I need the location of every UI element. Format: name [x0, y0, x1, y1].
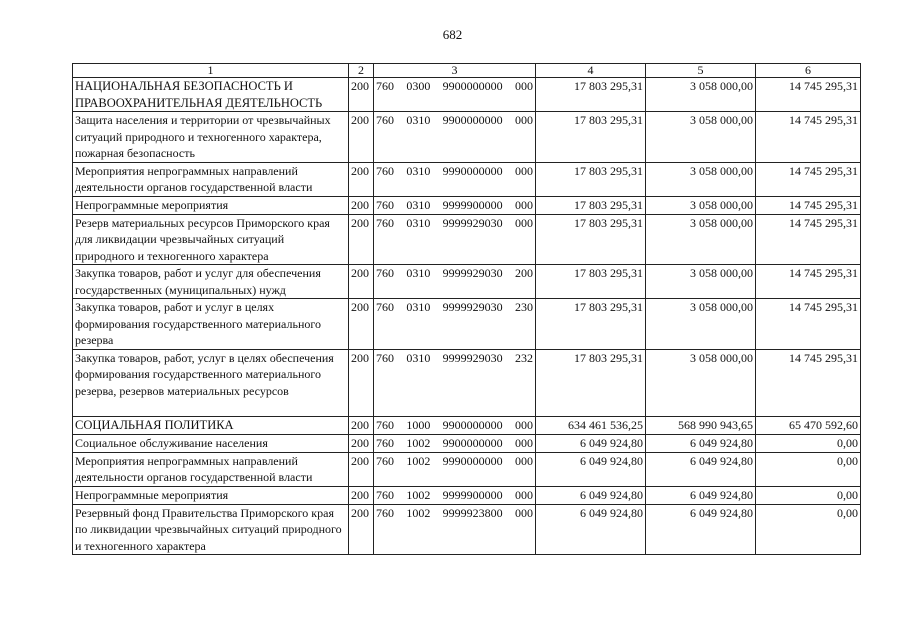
- row-value-v6-cell: 14 745 295,31: [756, 112, 861, 163]
- row-col2-cell: 200: [349, 214, 374, 265]
- row-code-cell: [374, 416, 536, 434]
- code-part-c: 9900000000: [442, 113, 503, 127]
- code-part-a: 760: [376, 266, 394, 280]
- row-value-v6-cell: 14 745 295,31: [756, 214, 861, 265]
- code-part-a: 760: [376, 487, 394, 502]
- row-code-cell: [374, 452, 536, 486]
- row-col2-cell: 200: [349, 196, 374, 214]
- table-row: [73, 214, 861, 265]
- row-value-v6-cell: 14 745 295,31: [756, 162, 861, 196]
- code-part-c: 9900000000: [442, 417, 503, 432]
- row-name-cell: Защита населения и территории от чрезвычайных ситуаций природного и техногенного характера, пожарная безопасность: [73, 112, 349, 163]
- row-value-v4-cell: 6 049 924,80: [536, 486, 646, 504]
- column-header: 4: [536, 64, 646, 78]
- row-col2-cell: 200: [349, 112, 374, 163]
- row-value-v6-cell: 14 745 295,31: [756, 265, 861, 299]
- table-row: [73, 196, 861, 214]
- code-part-b: 1002: [406, 435, 431, 450]
- code-part-d: 000: [514, 79, 533, 93]
- row-value-v5-cell: 3 058 000,00: [646, 112, 756, 163]
- column-header: 3: [374, 64, 536, 78]
- row-col2-cell: 200: [349, 416, 374, 434]
- row-value-v5-cell: 3 058 000,00: [646, 78, 756, 112]
- row-value-v6-cell: 0,00: [756, 504, 861, 555]
- table-row: [73, 112, 861, 163]
- row-code-cell: [374, 112, 536, 163]
- row-col2-cell: 200: [349, 504, 374, 555]
- table-row: [73, 486, 861, 504]
- column-header: 6: [756, 64, 861, 78]
- code-part-b: 1002: [406, 453, 431, 468]
- table-header-row: [73, 64, 861, 78]
- row-value-v4-cell: 17 803 295,31: [536, 349, 646, 416]
- row-value-v5-cell: 3 058 000,00: [646, 349, 756, 416]
- code-part-c: 9999900000: [442, 197, 503, 212]
- row-name-cell: Резерв материальных ресурсов Приморского края для ликвидации чрезвычайных ситуаций природного и техногенного характера: [73, 214, 349, 265]
- row-value-v4-cell: 6 049 924,80: [536, 504, 646, 555]
- row-name-cell: Закупка товаров, работ и услуг для обеспечения государственных (муниципальных) нужд: [73, 265, 349, 299]
- row-value-v6-cell: 0,00: [756, 486, 861, 504]
- row-code-cell: [374, 162, 536, 196]
- code-part-a: 760: [376, 163, 394, 178]
- code-part-a: 760: [376, 79, 394, 93]
- row-value-v5-cell: 3 058 000,00: [646, 299, 756, 350]
- code-part-c: 9990000000: [442, 453, 503, 468]
- code-part-c: 9900000000: [442, 435, 503, 450]
- row-value-v5-cell: 6 049 924,80: [646, 452, 756, 486]
- code-part-d: 000: [514, 215, 533, 230]
- code-part-b: 0310: [406, 215, 431, 230]
- code-part-c: 9999929030: [442, 215, 503, 230]
- table-row: [73, 434, 861, 452]
- page-number: 682: [442, 27, 463, 42]
- budget-table: [72, 63, 861, 555]
- code-part-d: 230: [514, 300, 533, 314]
- table-row: [73, 162, 861, 196]
- row-value-v5-cell: 3 058 000,00: [646, 214, 756, 265]
- row-code-cell: [374, 214, 536, 265]
- row-col2-cell: 200: [349, 486, 374, 504]
- row-value-v6-cell: 0,00: [756, 452, 861, 486]
- row-code-cell: [374, 504, 536, 555]
- row-value-v5-cell: 568 990 943,65: [646, 416, 756, 434]
- table-row: [73, 504, 861, 555]
- code-part-d: 000: [514, 417, 533, 432]
- code-part-c: 9999923800: [442, 505, 503, 520]
- code-part-d: 200: [514, 266, 533, 280]
- row-code-cell: [374, 434, 536, 452]
- table-body: [73, 78, 861, 555]
- code-part-d: 000: [514, 453, 533, 468]
- row-value-v4-cell: 6 049 924,80: [536, 434, 646, 452]
- row-value-v5-cell: 3 058 000,00: [646, 196, 756, 214]
- row-value-v5-cell: 6 049 924,80: [646, 504, 756, 555]
- code-part-b: 0310: [406, 266, 431, 280]
- row-value-v4-cell: 17 803 295,31: [536, 265, 646, 299]
- row-value-v4-cell: 17 803 295,31: [536, 196, 646, 214]
- row-value-v5-cell: 6 049 924,80: [646, 434, 756, 452]
- table-row: [73, 452, 861, 486]
- table-row: [73, 416, 861, 434]
- code-part-c: 9990000000: [442, 163, 503, 178]
- code-part-a: 760: [376, 435, 394, 450]
- row-value-v6-cell: 14 745 295,31: [756, 196, 861, 214]
- code-part-b: 0310: [406, 350, 431, 365]
- row-name-cell: Непрограммные мероприятия: [73, 486, 349, 504]
- code-part-c: 9999929030: [442, 266, 503, 280]
- row-code-cell: [374, 196, 536, 214]
- row-col2-cell: 200: [349, 299, 374, 350]
- row-name-cell: Социальное обслуживание населения: [73, 434, 349, 452]
- row-col2-cell: 200: [349, 452, 374, 486]
- code-part-c: 9999929030: [442, 300, 503, 314]
- row-name-cell: НАЦИОНАЛЬНАЯ БЕЗОПАСНОСТЬ И ПРАВООХРАНИТЕЛЬНАЯ ДЕЯТЕЛЬНОСТЬ: [73, 78, 349, 112]
- code-part-b: 0310: [406, 300, 431, 314]
- row-value-v5-cell: 6 049 924,80: [646, 486, 756, 504]
- code-part-b: 0300: [406, 79, 431, 93]
- column-header: 2: [349, 64, 374, 78]
- table-row: [73, 265, 861, 299]
- table-row: [73, 78, 861, 112]
- column-header: 5: [646, 64, 756, 78]
- code-part-a: 760: [376, 113, 394, 127]
- code-part-a: 760: [376, 505, 394, 520]
- row-value-v5-cell: 3 058 000,00: [646, 265, 756, 299]
- row-value-v5-cell: 3 058 000,00: [646, 162, 756, 196]
- code-part-b: 0310: [406, 197, 431, 212]
- row-value-v4-cell: 17 803 295,31: [536, 162, 646, 196]
- code-part-c: 9900000000: [442, 79, 503, 93]
- code-part-b: 1002: [406, 487, 431, 502]
- code-part-a: 760: [376, 300, 394, 314]
- row-value-v6-cell: 65 470 592,60: [756, 416, 861, 434]
- row-value-v4-cell: 17 803 295,31: [536, 112, 646, 163]
- row-code-cell: [374, 299, 536, 350]
- row-value-v6-cell: 14 745 295,31: [756, 299, 861, 350]
- row-value-v6-cell: 14 745 295,31: [756, 78, 861, 112]
- code-part-a: 760: [376, 350, 394, 365]
- row-name-cell: СОЦИАЛЬНАЯ ПОЛИТИКА: [73, 416, 349, 434]
- code-part-d: 000: [514, 435, 533, 450]
- row-value-v4-cell: 6 049 924,80: [536, 452, 646, 486]
- code-part-b: 1002: [406, 505, 431, 520]
- code-part-a: 760: [376, 417, 394, 432]
- row-value-v6-cell: 14 745 295,31: [756, 349, 861, 416]
- code-part-c: 9999900000: [442, 487, 503, 502]
- code-part-c: 9999929030: [442, 350, 503, 365]
- row-value-v4-cell: 634 461 536,25: [536, 416, 646, 434]
- row-name-cell: Мероприятия непрограммных направлений деятельности органов государственной власти: [73, 162, 349, 196]
- row-col2-cell: 200: [349, 349, 374, 416]
- code-part-d: 232: [514, 350, 533, 365]
- code-part-b: 0310: [406, 163, 431, 178]
- code-part-b: 0310: [406, 113, 431, 127]
- row-value-v4-cell: 17 803 295,31: [536, 214, 646, 265]
- code-part-a: 760: [376, 197, 394, 212]
- code-part-a: 760: [376, 453, 394, 468]
- code-part-b: 1000: [406, 417, 431, 432]
- row-code-cell: [374, 265, 536, 299]
- row-name-cell: Резервный фонд Правительства Приморского края по ликвидации чрезвычайных ситуаций природного и техногенного характера: [73, 504, 349, 555]
- row-value-v4-cell: 17 803 295,31: [536, 78, 646, 112]
- row-col2-cell: 200: [349, 265, 374, 299]
- column-header: 1: [73, 64, 349, 78]
- row-name-cell: Мероприятия непрограммных направлений деятельности органов государственной власти: [73, 452, 349, 486]
- code-part-d: 000: [514, 487, 533, 502]
- row-code-cell: [374, 78, 536, 112]
- row-code-cell: [374, 349, 536, 416]
- code-part-d: 000: [514, 505, 533, 520]
- row-name-cell: Непрограммные мероприятия: [73, 196, 349, 214]
- row-name-cell: Закупка товаров, работ и услуг в целях формирования государственного материального резерва: [73, 299, 349, 350]
- row-code-cell: [374, 486, 536, 504]
- row-value-v6-cell: 0,00: [756, 434, 861, 452]
- code-part-a: 760: [376, 215, 394, 230]
- row-col2-cell: 200: [349, 434, 374, 452]
- row-col2-cell: 200: [349, 162, 374, 196]
- row-value-v4-cell: 17 803 295,31: [536, 299, 646, 350]
- code-part-d: 000: [514, 163, 533, 178]
- row-name-cell: Закупка товаров, работ, услуг в целях обеспечения формирования государственного материального резерва, резервов материальных ресурсов: [73, 349, 349, 416]
- row-col2-cell: 200: [349, 78, 374, 112]
- table-row: [73, 349, 861, 416]
- code-part-d: 000: [514, 197, 533, 212]
- code-part-d: 000: [514, 113, 533, 127]
- table-row: [73, 299, 861, 350]
